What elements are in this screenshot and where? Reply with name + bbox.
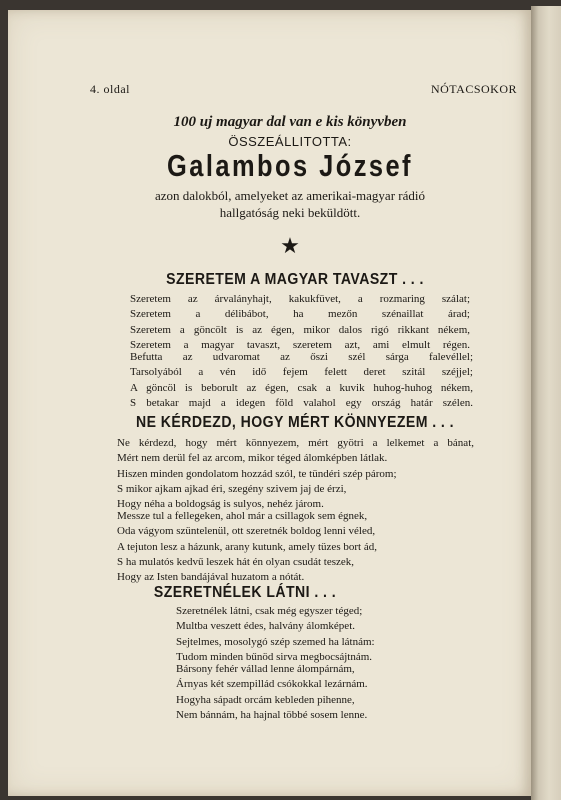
lyric-line: Nem bánnám, ha hajnal többé sosem lenne. (176, 708, 368, 721)
lyric-line: Sejtelmes, mosolygó szép szemed ha látnám: (176, 635, 375, 648)
lyric-line: Hogy néha a boldogság is sulyos, nehéz járom. (117, 498, 324, 511)
lyric-line: Befutta az udvaromat az őszi szél sárga falevéllel; (130, 351, 473, 363)
lyric-line: Messze tul a fellegeken, ahol már a csillagok sem égnek, (117, 510, 368, 522)
lyric-line: Bársony fehér vállad lenne álompárnám, (176, 663, 355, 675)
description-line: hallgatóság neki beküldött. (219, 205, 361, 220)
intro-tagline: 100 uj magyar dal van e kis könyvben (173, 114, 407, 130)
lyric-line: Szeretem a göncölt is az égen, mikor dalos rigó rikkant nékem, (130, 323, 470, 336)
lyric-line: Oda vágyom szüntelenül, ott szeretnék boldog lenni véled, (117, 525, 376, 538)
next-page-edge (531, 6, 561, 800)
lyric-line: S mikor ajkam ajkad éri, szegény szivem jaj de érzi, (117, 482, 347, 495)
lyric-line: Szeretnélek látni, csak még egyszer téged; (176, 605, 363, 617)
lyric-line: Mért nem derül fel az arcom, mikor téged álomképben látlak. (117, 452, 388, 465)
lyric-line: Szeretem a délibábot, ha mezőn szénaillat árad; (130, 308, 470, 321)
lyric-line: Árnyas két szempillád csókokkal lezárnám. (176, 678, 368, 691)
author-name: Galambos József (167, 148, 413, 183)
page-header (90, 82, 517, 97)
booklet-title: NÓTACSOKOR (430, 82, 517, 96)
lyric-line: Ne kérdezd, hogy mért könnyezem, mért gyötri a lelkemet a bánat, (117, 437, 474, 449)
song-stanza (117, 509, 474, 585)
song-title: NE KÉRDEZD, HOGY MÉRT KÖNNYEZEM . . . (136, 414, 454, 431)
lyric-line: Hogyha sápadt orcám kebleden pihenne, (176, 693, 355, 706)
intro-description (60, 187, 520, 221)
song-stanza (176, 604, 421, 665)
song-stanza (130, 292, 470, 353)
lyric-line: Hogy az Isten bandájával huzatom a nótát. (117, 571, 305, 584)
lyric-line: Szeretem a magyar tavaszt, szeretem azt, ami elmult régen. (130, 338, 470, 351)
lyric-line: Hiszen minden gondolatom hozzád szól, te tündéri szép párom; (117, 467, 397, 480)
description-line: azon dalokból, amelyeket az amerikai-magyar rádió (155, 188, 425, 203)
song-stanza (176, 662, 421, 723)
star-ornament-icon: ★ (280, 233, 300, 258)
song-stanza (117, 436, 474, 512)
compiled-by-label: ÖSSZEÁLLITOTTA: (228, 134, 352, 149)
lyric-line: Tudom minden bűnöd sirva megbocsájtnám. (176, 650, 373, 663)
song-title: SZERETEM A MAGYAR TAVASZT . . . (166, 271, 424, 288)
lyric-line: S ha mulatós kedvű leszek hát én olyan csudát teszek, (117, 555, 355, 568)
lyric-line: Multba veszett édes, halvány álomképet. (176, 620, 355, 633)
lyric-line: Tarsolyából a vén idő fejem felett deret szitál széjjel; (130, 366, 473, 379)
song-stanza (130, 350, 473, 411)
lyric-line: S betakar majd a idegen föld valahol egy ország határ szélen. (130, 396, 473, 409)
lyric-line: A tejuton lesz a házunk, arany kutunk, amely tüzes bort ád, (117, 540, 377, 553)
song-title: SZERETNÉLEK LÁTNI . . . (153, 584, 337, 601)
lyric-line: A göncöl is beborult az égen, csak a kuvik huhog-huhog nékem, (130, 381, 473, 394)
lyric-line: Szeretem az árvalányhajt, kakukfüvet, a rozmaring szálat; (130, 293, 470, 305)
page-number: 4. oldal (90, 82, 130, 96)
